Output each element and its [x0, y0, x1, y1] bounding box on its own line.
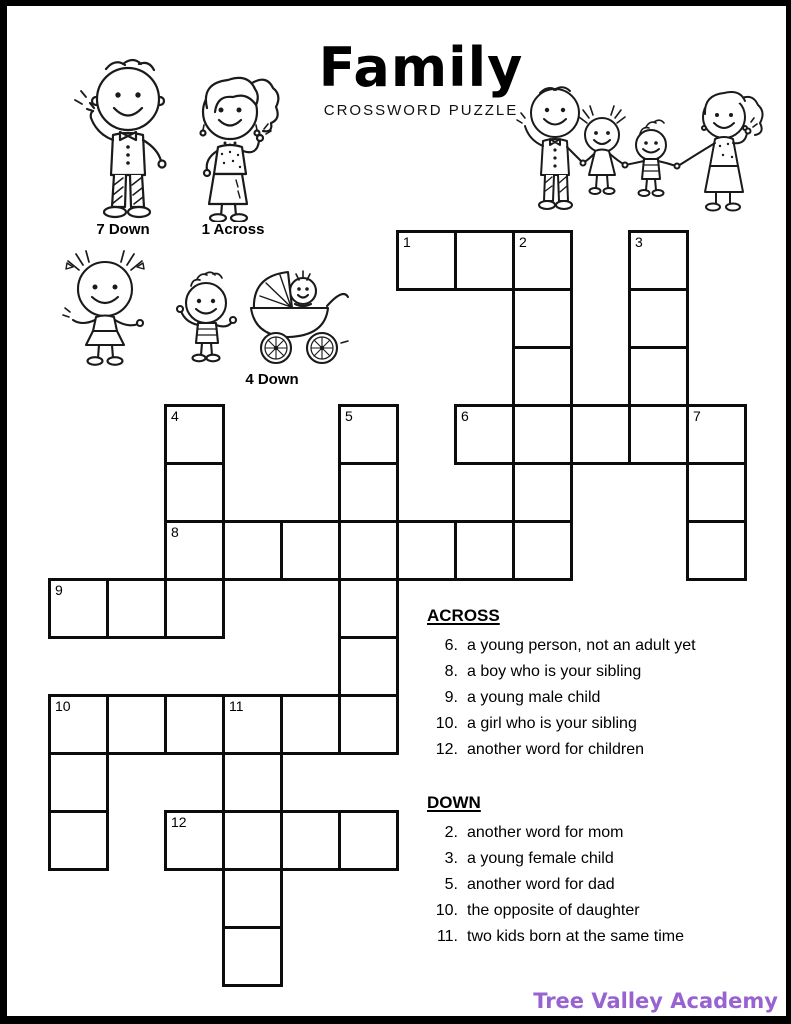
grid-cell[interactable] — [48, 810, 109, 871]
clue-item — [427, 633, 767, 659]
clue-number: 11. — [436, 928, 458, 945]
grid-cell[interactable] — [164, 578, 225, 639]
grid-cell[interactable] — [164, 462, 225, 523]
grid-cell[interactable] — [454, 230, 515, 291]
grid-cell[interactable] — [106, 578, 167, 639]
grid-cell[interactable] — [628, 288, 689, 349]
cell-number: 9 — [55, 582, 63, 598]
clue-number: 5. — [444, 876, 458, 893]
grid-cell[interactable] — [222, 810, 283, 871]
grid-cell[interactable] — [280, 810, 341, 871]
clue-text: the opposite of daughter — [467, 902, 640, 919]
clue-number: 12. — [435, 741, 458, 758]
grid-cell[interactable] — [512, 346, 573, 407]
cell-number: 1 — [403, 234, 411, 250]
grid-cell[interactable] — [570, 404, 631, 465]
clue-text: another word for children — [467, 741, 644, 758]
picture-clue-label-4-down: 4 Down — [245, 371, 299, 388]
grid-cell[interactable] — [164, 404, 225, 465]
grid-cell[interactable] — [48, 752, 109, 813]
grid-cell[interactable] — [222, 868, 283, 929]
clue-number: 10. — [435, 715, 458, 732]
cell-number: 6 — [461, 408, 469, 424]
clue-item — [427, 872, 767, 898]
dad-figure — [66, 52, 181, 225]
clue-item — [427, 659, 767, 685]
across-clues-section — [427, 606, 767, 763]
clue-text: another word for mom — [467, 824, 624, 841]
grid-cell[interactable] — [280, 520, 341, 581]
grid-cell[interactable] — [512, 288, 573, 349]
clue-text: another word for dad — [467, 876, 615, 893]
clue-text: a young male child — [467, 689, 601, 706]
grid-cell[interactable] — [338, 520, 399, 581]
cell-number: 8 — [171, 524, 179, 540]
cell-number: 3 — [635, 234, 643, 250]
grid-cell[interactable] — [396, 520, 457, 581]
grid-cell[interactable] — [106, 694, 167, 755]
page-title: Family — [318, 36, 524, 99]
clue-number: 6. — [444, 637, 458, 654]
cell-number: 2 — [519, 234, 527, 250]
across-heading: ACROSS — [427, 606, 500, 625]
grid-cell[interactable] — [686, 520, 747, 581]
family-illustration — [512, 82, 777, 229]
clue-number: 10. — [435, 902, 458, 919]
grid-cell[interactable] — [48, 694, 109, 755]
grid-cell[interactable] — [512, 462, 573, 523]
grid-cell[interactable] — [164, 694, 225, 755]
grid-cell[interactable] — [338, 462, 399, 523]
cell-number: 12 — [171, 814, 187, 830]
clue-number: 8. — [444, 663, 458, 680]
grid-cell[interactable] — [338, 404, 399, 465]
cell-number: 4 — [171, 408, 179, 424]
mom-figure — [186, 70, 286, 227]
down-clue-list — [427, 820, 767, 950]
clue-item — [427, 898, 767, 924]
cell-number: 11 — [229, 698, 244, 714]
grid-cell[interactable] — [512, 230, 573, 291]
grid-cell[interactable] — [222, 694, 283, 755]
grid-cell[interactable] — [280, 694, 341, 755]
grid-cell[interactable] — [454, 520, 515, 581]
clue-item — [427, 846, 767, 872]
clue-text: a young female child — [467, 850, 614, 867]
clue-number: 2. — [444, 824, 458, 841]
page-subtitle: CROSSWORD PUZZLE — [323, 102, 519, 119]
clue-text: two kids born at the same time — [467, 928, 684, 945]
grid-cell[interactable] — [396, 230, 457, 291]
cell-number: 7 — [693, 408, 701, 424]
picture-clue-label-7-down: 7 Down — [96, 221, 150, 238]
cell-number: 10 — [55, 698, 71, 714]
grid-cell[interactable] — [222, 926, 283, 987]
clue-text: a young person, not an adult yet — [467, 637, 696, 654]
grid-cell[interactable] — [512, 520, 573, 581]
grid-cell[interactable] — [164, 520, 225, 581]
grid-cell[interactable] — [222, 520, 283, 581]
clue-item — [427, 711, 767, 737]
grid-cell[interactable] — [686, 404, 747, 465]
grid-cell[interactable] — [222, 752, 283, 813]
grid-cell[interactable] — [512, 404, 573, 465]
picture-clue-label-1-across: 1 Across — [201, 221, 265, 238]
clue-item — [427, 685, 767, 711]
clue-number: 9. — [444, 689, 458, 706]
grid-cell[interactable] — [338, 636, 399, 697]
grid-cell[interactable] — [628, 230, 689, 291]
grid-cell[interactable] — [686, 462, 747, 523]
grid-cell[interactable] — [628, 404, 689, 465]
clue-text: a boy who is your sibling — [467, 663, 642, 680]
grid-cell[interactable] — [338, 810, 399, 871]
clue-item — [427, 737, 767, 763]
grid-cell[interactable] — [454, 404, 515, 465]
clue-number: 3. — [444, 850, 458, 867]
grid-cell[interactable] — [338, 694, 399, 755]
grid-cell[interactable] — [164, 810, 225, 871]
down-clues-section — [427, 793, 767, 950]
grid-cell[interactable] — [628, 346, 689, 407]
across-clue-list — [427, 633, 767, 763]
clue-text: a girl who is your sibling — [467, 715, 637, 732]
clue-item — [427, 820, 767, 846]
grid-cell[interactable] — [338, 578, 399, 639]
grid-cell[interactable] — [48, 578, 109, 639]
clue-item — [427, 924, 767, 950]
cell-number: 5 — [345, 408, 353, 424]
brand-logo: Tree Valley Academy — [533, 989, 778, 1013]
down-heading: DOWN — [427, 793, 481, 812]
